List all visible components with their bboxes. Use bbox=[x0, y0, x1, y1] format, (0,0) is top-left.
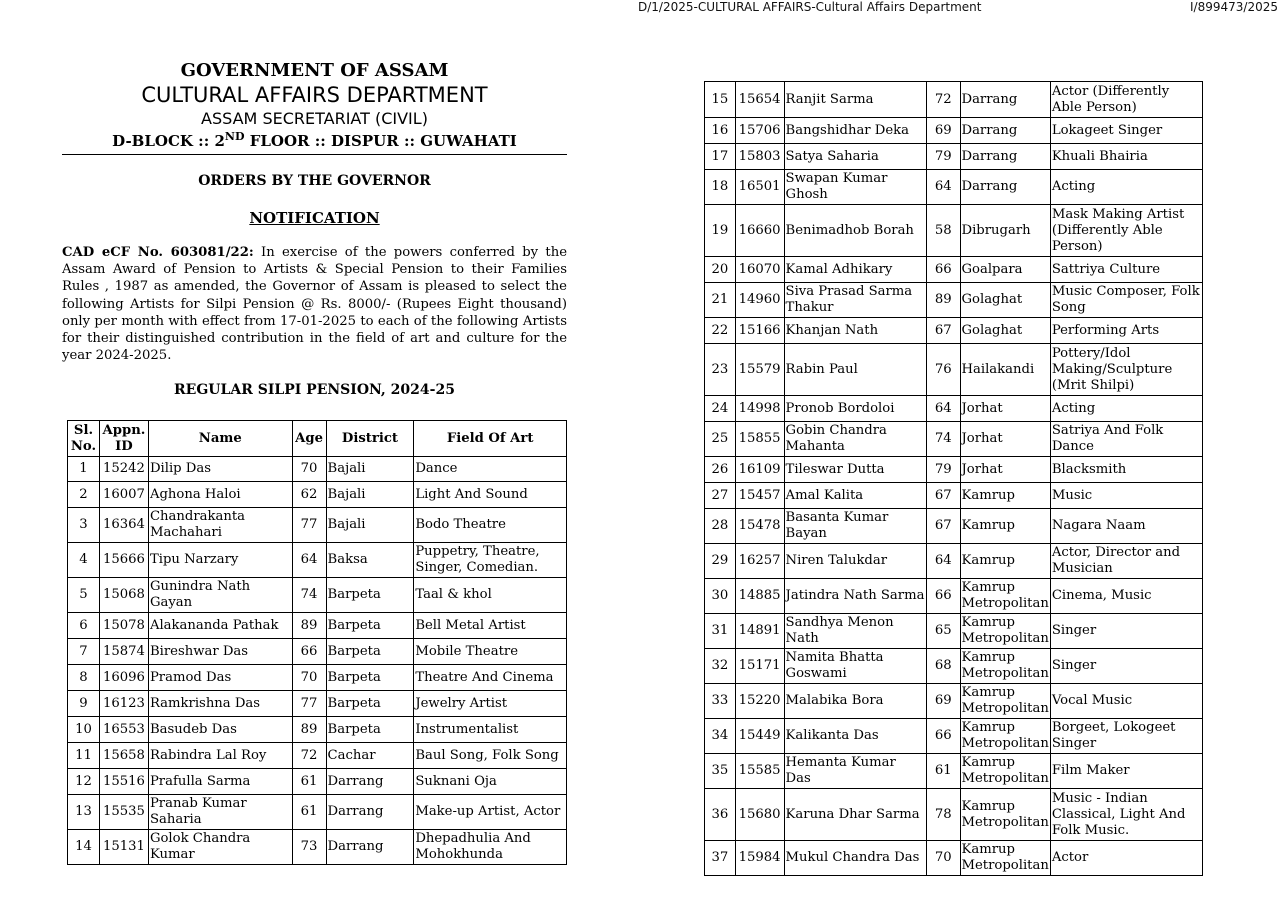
cell-application-id: 15666 bbox=[99, 543, 148, 578]
cell-district: Kamrup Metropolitan bbox=[960, 841, 1050, 876]
table-row bbox=[705, 318, 1203, 344]
cell-age: 89 bbox=[292, 613, 326, 639]
cell-age: 76 bbox=[926, 344, 960, 396]
table-row bbox=[68, 665, 567, 691]
cell-field-of-art: Pottery/Idol Making/Sculpture (Mrit Shilpi) bbox=[1050, 344, 1202, 396]
cell-name: Swapan Kumar Ghosh bbox=[784, 170, 926, 205]
cell-age: 89 bbox=[292, 717, 326, 743]
cell-age: 72 bbox=[926, 82, 960, 118]
cell-name: Satya Saharia bbox=[784, 144, 926, 170]
cell-serial: 9 bbox=[68, 691, 100, 717]
cell-application-id: 16123 bbox=[99, 691, 148, 717]
cell-age: 64 bbox=[926, 396, 960, 422]
table-row bbox=[68, 795, 567, 830]
cell-district: Kamrup Metropolitan bbox=[960, 789, 1050, 841]
section-title: REGULAR SILPI PENSION, 2024-25 bbox=[174, 382, 455, 399]
cell-age: 74 bbox=[292, 578, 326, 613]
cell-age: 72 bbox=[292, 743, 326, 769]
cell-serial: 6 bbox=[68, 613, 100, 639]
cell-serial: 2 bbox=[68, 482, 100, 508]
cell-serial: 33 bbox=[705, 684, 736, 719]
cell-age: 77 bbox=[292, 691, 326, 717]
cell-district: Bajali bbox=[326, 482, 414, 508]
cell-serial: 11 bbox=[68, 743, 100, 769]
cell-application-id: 15078 bbox=[99, 613, 148, 639]
cell-application-id: 16553 bbox=[99, 717, 148, 743]
cell-serial: 7 bbox=[68, 639, 100, 665]
cell-name: Benimadhob Borah bbox=[784, 205, 926, 257]
cell-application-id: 15680 bbox=[735, 789, 784, 841]
cell-serial: 20 bbox=[705, 257, 736, 283]
cell-district: Golaghat bbox=[960, 318, 1050, 344]
cell-name: Karuna Dhar Sarma bbox=[784, 789, 926, 841]
table-row bbox=[705, 649, 1203, 684]
cell-field-of-art: Acting bbox=[1050, 396, 1202, 422]
cell-application-id: 15171 bbox=[735, 649, 784, 684]
table-row bbox=[705, 205, 1203, 257]
table-row bbox=[68, 743, 567, 769]
table-row bbox=[705, 789, 1203, 841]
cell-name: Ramkrishna Das bbox=[148, 691, 292, 717]
cell-serial: 15 bbox=[705, 82, 736, 118]
cell-application-id: 16660 bbox=[735, 205, 784, 257]
table-row bbox=[705, 344, 1203, 396]
cell-name: Rabindra Lal Roy bbox=[148, 743, 292, 769]
cell-field-of-art: Puppetry, Theatre, Singer, Comedian. bbox=[414, 543, 567, 578]
table-row bbox=[705, 483, 1203, 509]
cell-district: Kamrup bbox=[960, 509, 1050, 544]
letterhead bbox=[62, 60, 567, 150]
cell-field-of-art: Film Maker bbox=[1050, 754, 1202, 789]
column-header-name: Name bbox=[148, 421, 292, 457]
cell-name: Basanta Kumar Bayan bbox=[784, 509, 926, 544]
cell-field-of-art: Sattriya Culture bbox=[1050, 257, 1202, 283]
cell-district: Barpeta bbox=[326, 717, 414, 743]
cell-name: Amal Kalita bbox=[784, 483, 926, 509]
cell-field-of-art: Actor bbox=[1050, 841, 1202, 876]
cell-district: Kamrup bbox=[960, 544, 1050, 579]
table-row bbox=[705, 396, 1203, 422]
cell-district: Darrang bbox=[326, 795, 414, 830]
cell-age: 78 bbox=[926, 789, 960, 841]
cell-field-of-art: Borgeet, Lokogeet Singer bbox=[1050, 719, 1202, 754]
cell-name: Chandrakanta Machahari bbox=[148, 508, 292, 543]
letterhead-government: GOVERNMENT OF ASSAM bbox=[180, 60, 449, 81]
file-number: I/899473/2025 bbox=[1190, 0, 1278, 14]
cell-age: 89 bbox=[926, 283, 960, 318]
cell-district: Golaghat bbox=[960, 283, 1050, 318]
address-superscript: ND bbox=[224, 130, 245, 143]
table-row bbox=[705, 422, 1203, 457]
cell-field-of-art: Singer bbox=[1050, 649, 1202, 684]
cell-field-of-art: Light And Sound bbox=[414, 482, 567, 508]
cell-serial: 27 bbox=[705, 483, 736, 509]
table-row bbox=[68, 457, 567, 482]
cell-application-id: 15478 bbox=[735, 509, 784, 544]
cell-serial: 4 bbox=[68, 543, 100, 578]
document-reference-bar bbox=[0, 0, 1280, 16]
cell-serial: 24 bbox=[705, 396, 736, 422]
cell-field-of-art: Cinema, Music bbox=[1050, 579, 1202, 614]
cell-district: Darrang bbox=[960, 170, 1050, 205]
cell-field-of-art: Singer bbox=[1050, 614, 1202, 649]
cell-age: 77 bbox=[292, 508, 326, 543]
pension-table-right bbox=[704, 81, 1203, 876]
cell-age: 64 bbox=[926, 170, 960, 205]
cell-age: 58 bbox=[926, 205, 960, 257]
cell-district: Kamrup Metropolitan bbox=[960, 719, 1050, 754]
cell-age: 66 bbox=[926, 719, 960, 754]
cell-serial: 14 bbox=[68, 830, 100, 865]
cell-name: Namita Bhatta Goswami bbox=[784, 649, 926, 684]
cell-application-id: 16501 bbox=[735, 170, 784, 205]
cell-name: Jatindra Nath Sarma bbox=[784, 579, 926, 614]
cell-name: Tileswar Dutta bbox=[784, 457, 926, 483]
table-row bbox=[705, 754, 1203, 789]
letterhead-address bbox=[62, 130, 567, 150]
cell-name: Alakananda Pathak bbox=[148, 613, 292, 639]
table-row bbox=[705, 719, 1203, 754]
cell-district: Kamrup Metropolitan bbox=[960, 579, 1050, 614]
cell-serial: 22 bbox=[705, 318, 736, 344]
cell-application-id: 14998 bbox=[735, 396, 784, 422]
cell-application-id: 15984 bbox=[735, 841, 784, 876]
cell-field-of-art: Suknani Oja bbox=[414, 769, 567, 795]
cell-district: Barpeta bbox=[326, 639, 414, 665]
table-row bbox=[68, 717, 567, 743]
cell-name: Kamal Adhikary bbox=[784, 257, 926, 283]
cell-name: Golok Chandra Kumar bbox=[148, 830, 292, 865]
cell-name: Sandhya Menon Nath bbox=[784, 614, 926, 649]
cell-serial: 3 bbox=[68, 508, 100, 543]
cell-serial: 18 bbox=[705, 170, 736, 205]
cell-field-of-art: Music - Indian Classical, Light And Folk Music. bbox=[1050, 789, 1202, 841]
cell-name: Mukul Chandra Das bbox=[784, 841, 926, 876]
cell-application-id: 14891 bbox=[735, 614, 784, 649]
cell-application-id: 15535 bbox=[99, 795, 148, 830]
cell-field-of-art: Khuali Bhairia bbox=[1050, 144, 1202, 170]
cell-field-of-art: Satriya And Folk Dance bbox=[1050, 422, 1202, 457]
address-part-2: FLOOR :: DISPUR :: GUWAHATI bbox=[244, 132, 517, 150]
cell-application-id: 15658 bbox=[99, 743, 148, 769]
cell-district: Bajali bbox=[326, 508, 414, 543]
cell-age: 61 bbox=[926, 754, 960, 789]
cell-field-of-art: Lokageet Singer bbox=[1050, 118, 1202, 144]
cell-field-of-art: Bell Metal Artist bbox=[414, 613, 567, 639]
table-row bbox=[705, 579, 1203, 614]
cell-district: Darrang bbox=[960, 82, 1050, 118]
cell-age: 70 bbox=[926, 841, 960, 876]
cell-age: 69 bbox=[926, 118, 960, 144]
table-row bbox=[68, 769, 567, 795]
cell-district: Bajali bbox=[326, 457, 414, 482]
cell-age: 61 bbox=[292, 769, 326, 795]
cell-serial: 5 bbox=[68, 578, 100, 613]
cell-name: Prafulla Sarma bbox=[148, 769, 292, 795]
cell-field-of-art: Acting bbox=[1050, 170, 1202, 205]
letterhead-divider bbox=[62, 154, 567, 155]
notification-heading: NOTIFICATION bbox=[249, 209, 380, 227]
cell-serial: 23 bbox=[705, 344, 736, 396]
orders-heading: ORDERS BY THE GOVERNOR bbox=[198, 173, 431, 189]
cell-serial: 13 bbox=[68, 795, 100, 830]
table-row bbox=[705, 82, 1203, 118]
cell-name: Ranjit Sarma bbox=[784, 82, 926, 118]
cell-age: 64 bbox=[926, 544, 960, 579]
table-row bbox=[68, 508, 567, 543]
cell-name: Malabika Bora bbox=[784, 684, 926, 719]
cell-district: Darrang bbox=[326, 769, 414, 795]
file-reference: D/1/2025-CULTURAL AFFAIRS-Cultural Affairs Department bbox=[638, 0, 982, 14]
cell-application-id: 15220 bbox=[735, 684, 784, 719]
cell-district: Kamrup Metropolitan bbox=[960, 614, 1050, 649]
cell-field-of-art: Bodo Theatre bbox=[414, 508, 567, 543]
cell-age: 68 bbox=[926, 649, 960, 684]
cell-district: Darrang bbox=[326, 830, 414, 865]
table-row bbox=[705, 614, 1203, 649]
cell-age: 70 bbox=[292, 665, 326, 691]
letterhead-department: CULTURAL AFFAIRS DEPARTMENT bbox=[141, 83, 488, 107]
cell-age: 61 bbox=[292, 795, 326, 830]
table-row bbox=[68, 830, 567, 865]
table-row bbox=[68, 639, 567, 665]
cell-field-of-art: Dance bbox=[414, 457, 567, 482]
cell-age: 70 bbox=[292, 457, 326, 482]
table-row bbox=[705, 257, 1203, 283]
cell-field-of-art: Music bbox=[1050, 483, 1202, 509]
cell-application-id: 15585 bbox=[735, 754, 784, 789]
cell-district: Kamrup Metropolitan bbox=[960, 754, 1050, 789]
cell-serial: 16 bbox=[705, 118, 736, 144]
cell-serial: 35 bbox=[705, 754, 736, 789]
table-row bbox=[705, 144, 1203, 170]
cell-serial: 26 bbox=[705, 457, 736, 483]
cell-application-id: 16070 bbox=[735, 257, 784, 283]
cell-field-of-art: Blacksmith bbox=[1050, 457, 1202, 483]
cell-serial: 29 bbox=[705, 544, 736, 579]
cell-application-id: 15166 bbox=[735, 318, 784, 344]
cell-serial: 12 bbox=[68, 769, 100, 795]
cell-district: Darrang bbox=[960, 144, 1050, 170]
cell-name: Hemanta Kumar Das bbox=[784, 754, 926, 789]
cell-serial: 37 bbox=[705, 841, 736, 876]
cell-serial: 8 bbox=[68, 665, 100, 691]
cell-application-id: 16257 bbox=[735, 544, 784, 579]
cell-name: Niren Talukdar bbox=[784, 544, 926, 579]
cell-serial: 10 bbox=[68, 717, 100, 743]
table-row bbox=[705, 283, 1203, 318]
cell-application-id: 16109 bbox=[735, 457, 784, 483]
table-row bbox=[68, 578, 567, 613]
cell-age: 62 bbox=[292, 482, 326, 508]
cell-field-of-art: Taal & khol bbox=[414, 578, 567, 613]
cell-district: Darrang bbox=[960, 118, 1050, 144]
cell-field-of-art: Make-up Artist, Actor bbox=[414, 795, 567, 830]
table-row bbox=[68, 691, 567, 717]
cell-field-of-art: Actor (Differently Able Person) bbox=[1050, 82, 1202, 118]
file-reference-number: CAD eCF No. 603081/22: bbox=[62, 245, 254, 260]
cell-application-id: 15706 bbox=[735, 118, 784, 144]
cell-age: 79 bbox=[926, 144, 960, 170]
pension-table-left bbox=[67, 420, 567, 865]
table-row bbox=[705, 457, 1203, 483]
cell-serial: 21 bbox=[705, 283, 736, 318]
cell-name: Bireshwar Das bbox=[148, 639, 292, 665]
cell-name: Rabin Paul bbox=[784, 344, 926, 396]
notification-paragraph bbox=[62, 244, 567, 364]
cell-name: Khanjan Nath bbox=[784, 318, 926, 344]
cell-application-id: 16096 bbox=[99, 665, 148, 691]
cell-age: 74 bbox=[926, 422, 960, 457]
cell-name: Basudeb Das bbox=[148, 717, 292, 743]
cell-application-id: 15242 bbox=[99, 457, 148, 482]
column-header-field: Field Of Art bbox=[414, 421, 567, 457]
cell-serial: 30 bbox=[705, 579, 736, 614]
cell-application-id: 15068 bbox=[99, 578, 148, 613]
left-column bbox=[62, 58, 567, 398]
cell-name: Dilip Das bbox=[148, 457, 292, 482]
cell-field-of-art: Vocal Music bbox=[1050, 684, 1202, 719]
cell-application-id: 15449 bbox=[735, 719, 784, 754]
cell-district: Kamrup bbox=[960, 483, 1050, 509]
cell-name: Pramod Das bbox=[148, 665, 292, 691]
cell-age: 66 bbox=[926, 257, 960, 283]
cell-application-id: 16364 bbox=[99, 508, 148, 543]
cell-name: Kalikanta Das bbox=[784, 719, 926, 754]
cell-serial: 34 bbox=[705, 719, 736, 754]
cell-application-id: 15457 bbox=[735, 483, 784, 509]
cell-age: 67 bbox=[926, 318, 960, 344]
cell-serial: 17 bbox=[705, 144, 736, 170]
cell-name: Siva Prasad Sarma Thakur bbox=[784, 283, 926, 318]
cell-age: 64 bbox=[292, 543, 326, 578]
cell-field-of-art: Nagara Naam bbox=[1050, 509, 1202, 544]
cell-application-id: 14885 bbox=[735, 579, 784, 614]
cell-field-of-art: Instrumentalist bbox=[414, 717, 567, 743]
cell-field-of-art: Performing Arts bbox=[1050, 318, 1202, 344]
cell-age: 67 bbox=[926, 483, 960, 509]
cell-age: 66 bbox=[292, 639, 326, 665]
cell-age: 65 bbox=[926, 614, 960, 649]
cell-application-id: 15803 bbox=[735, 144, 784, 170]
cell-serial: 19 bbox=[705, 205, 736, 257]
cell-serial: 31 bbox=[705, 614, 736, 649]
table-row bbox=[705, 118, 1203, 144]
cell-field-of-art: Actor, Director and Musician bbox=[1050, 544, 1202, 579]
cell-district: Goalpara bbox=[960, 257, 1050, 283]
cell-district: Dibrugarh bbox=[960, 205, 1050, 257]
table-row bbox=[705, 509, 1203, 544]
cell-name: Bangshidhar Deka bbox=[784, 118, 926, 144]
column-header-age: Age bbox=[292, 421, 326, 457]
column-header-appn-id: Appn. ID bbox=[99, 421, 148, 457]
cell-district: Cachar bbox=[326, 743, 414, 769]
cell-name: Tipu Narzary bbox=[148, 543, 292, 578]
cell-field-of-art: Mask Making Artist (Differently Able Person) bbox=[1050, 205, 1202, 257]
letterhead-secretariat: ASSAM SECRETARIAT (CIVIL) bbox=[201, 109, 428, 128]
table-row bbox=[705, 841, 1203, 876]
cell-serial: 1 bbox=[68, 457, 100, 482]
paragraph-body: In exercise of the powers conferred by the Assam Award of Pension to Artists & Special Pension to their Families Rules , 1987 as amended, the Governor of Assam is pleased to select the following Artists for Silpi Pension @ Rs. 8000/- (Rupees Eight thousand) only per month with effect from 17-01-2025 to each of the following Artists for their distinguished contribution in the field of art and culture for the year 2024-2025. bbox=[62, 245, 567, 364]
cell-district: Barpeta bbox=[326, 665, 414, 691]
cell-application-id: 15654 bbox=[735, 82, 784, 118]
cell-application-id: 16007 bbox=[99, 482, 148, 508]
cell-district: Kamrup Metropolitan bbox=[960, 684, 1050, 719]
cell-field-of-art: Theatre And Cinema bbox=[414, 665, 567, 691]
table-row bbox=[705, 170, 1203, 205]
cell-district: Jorhat bbox=[960, 422, 1050, 457]
cell-age: 73 bbox=[292, 830, 326, 865]
table-row bbox=[705, 544, 1203, 579]
cell-district: Hailakandi bbox=[960, 344, 1050, 396]
cell-field-of-art: Mobile Theatre bbox=[414, 639, 567, 665]
cell-application-id: 14960 bbox=[735, 283, 784, 318]
cell-field-of-art: Music Composer, Folk Song bbox=[1050, 283, 1202, 318]
column-header-sl: Sl. No. bbox=[68, 421, 100, 457]
table-row bbox=[68, 543, 567, 578]
table-header-row bbox=[68, 421, 567, 457]
cell-application-id: 15874 bbox=[99, 639, 148, 665]
cell-field-of-art: Baul Song, Folk Song bbox=[414, 743, 567, 769]
cell-district: Barpeta bbox=[326, 578, 414, 613]
cell-name: Aghona Haloi bbox=[148, 482, 292, 508]
cell-district: Kamrup Metropolitan bbox=[960, 649, 1050, 684]
cell-field-of-art: Jewelry Artist bbox=[414, 691, 567, 717]
cell-district: Barpeta bbox=[326, 691, 414, 717]
cell-name: Pranab Kumar Saharia bbox=[148, 795, 292, 830]
cell-age: 69 bbox=[926, 684, 960, 719]
cell-application-id: 15131 bbox=[99, 830, 148, 865]
cell-district: Baksa bbox=[326, 543, 414, 578]
table-body-left bbox=[68, 457, 567, 865]
cell-district: Jorhat bbox=[960, 457, 1050, 483]
column-header-district: District bbox=[326, 421, 414, 457]
address-part-1: D-BLOCK :: 2 bbox=[112, 132, 225, 150]
table-body-right bbox=[705, 82, 1203, 876]
cell-application-id: 15579 bbox=[735, 344, 784, 396]
cell-name: Pronob Bordoloi bbox=[784, 396, 926, 422]
table-row bbox=[68, 613, 567, 639]
cell-age: 79 bbox=[926, 457, 960, 483]
cell-age: 67 bbox=[926, 509, 960, 544]
cell-application-id: 15855 bbox=[735, 422, 784, 457]
cell-serial: 32 bbox=[705, 649, 736, 684]
cell-serial: 36 bbox=[705, 789, 736, 841]
cell-name: Gunindra Nath Gayan bbox=[148, 578, 292, 613]
table-row bbox=[68, 482, 567, 508]
table-row bbox=[705, 684, 1203, 719]
cell-name: Gobin Chandra Mahanta bbox=[784, 422, 926, 457]
cell-age: 66 bbox=[926, 579, 960, 614]
cell-field-of-art: Dhepadhulia And Mohokhunda bbox=[414, 830, 567, 865]
cell-serial: 28 bbox=[705, 509, 736, 544]
cell-application-id: 15516 bbox=[99, 769, 148, 795]
cell-district: Barpeta bbox=[326, 613, 414, 639]
cell-serial: 25 bbox=[705, 422, 736, 457]
cell-district: Jorhat bbox=[960, 396, 1050, 422]
